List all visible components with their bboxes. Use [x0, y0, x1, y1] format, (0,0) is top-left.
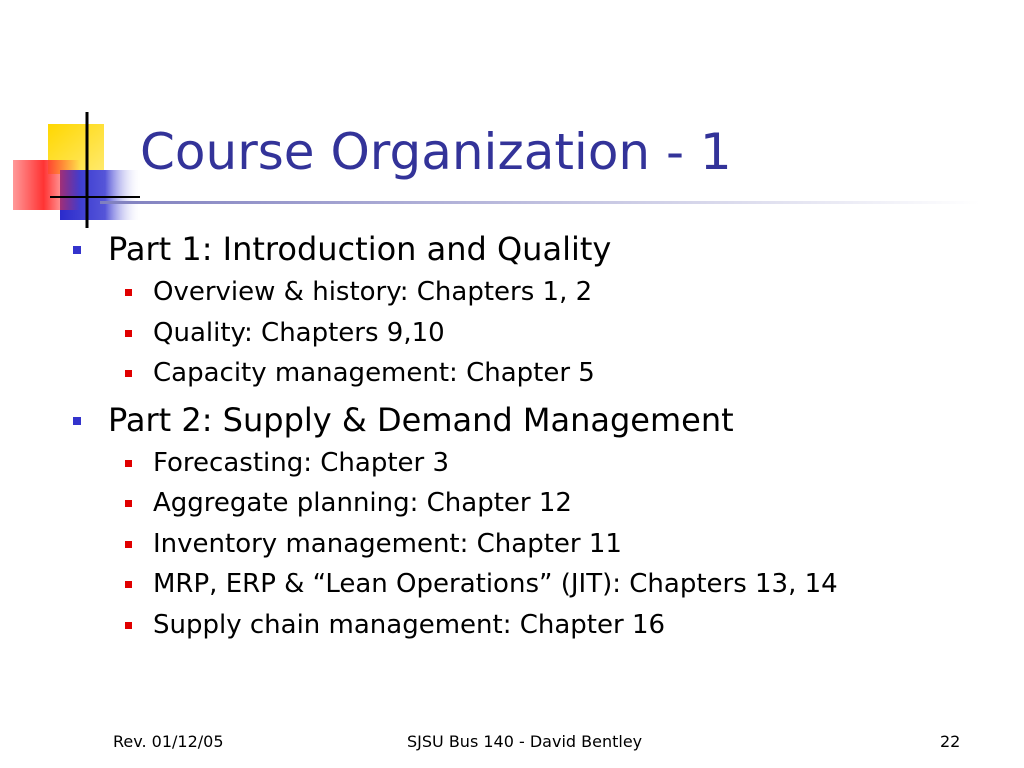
- section-heading-text: Part 1: Introduction and Quality: [108, 230, 612, 268]
- list-item-text: Quality: Chapters 9,10: [153, 317, 445, 348]
- list-item-text: Overview & history: Chapters 1, 2: [153, 277, 593, 307]
- red-square-bullet-icon: [125, 622, 132, 629]
- list-item-text: Forecasting: Chapter 3: [153, 447, 450, 478]
- section-heading: [0, 397, 1024, 444]
- list-item-text: Inventory management: Chapter 11: [153, 528, 622, 559]
- section-heading-text: Part 2: Supply & Demand Management: [108, 400, 734, 439]
- list-item-text: Capacity management: Chapter 5: [153, 358, 595, 388]
- blue-square-bullet-icon: [73, 417, 81, 425]
- logo-red-square: [13, 160, 81, 210]
- footer-page-number: 22: [940, 732, 961, 751]
- slide-title: Course Organization - 1: [140, 123, 732, 181]
- list-item: [0, 314, 1024, 355]
- bullet-list: [0, 224, 1024, 646]
- list-item: [0, 484, 1024, 525]
- list-item: [0, 565, 1024, 606]
- red-square-bullet-icon: [125, 581, 132, 588]
- blue-square-bullet-icon: [73, 246, 81, 254]
- list-item-text: Aggregate planning: Chapter 12: [153, 488, 572, 518]
- red-square-bullet-icon: [125, 500, 132, 507]
- list-item: [0, 354, 1024, 395]
- colored-squares-logo: [0, 0, 150, 240]
- list-item: [0, 444, 1024, 485]
- list-item: [0, 606, 1024, 647]
- red-square-bullet-icon: [125, 370, 132, 377]
- footer-course-author: SJSU Bus 140 - David Bentley: [407, 732, 643, 751]
- list-item: [0, 525, 1024, 566]
- red-square-bullet-icon: [125, 460, 132, 467]
- footer-revision-date: Rev. 01/12/05: [113, 732, 224, 751]
- list-item-text: Supply chain management: Chapter 16: [153, 609, 666, 640]
- list-item: [0, 273, 1024, 314]
- red-square-bullet-icon: [125, 541, 132, 548]
- section-heading: [0, 226, 1024, 273]
- title-divider: [100, 201, 980, 204]
- red-square-bullet-icon: [125, 330, 132, 337]
- list-item-text: MRP, ERP & “Lean Operations” (JIT): Chapters 13, 14: [153, 569, 838, 599]
- red-square-bullet-icon: [125, 289, 132, 296]
